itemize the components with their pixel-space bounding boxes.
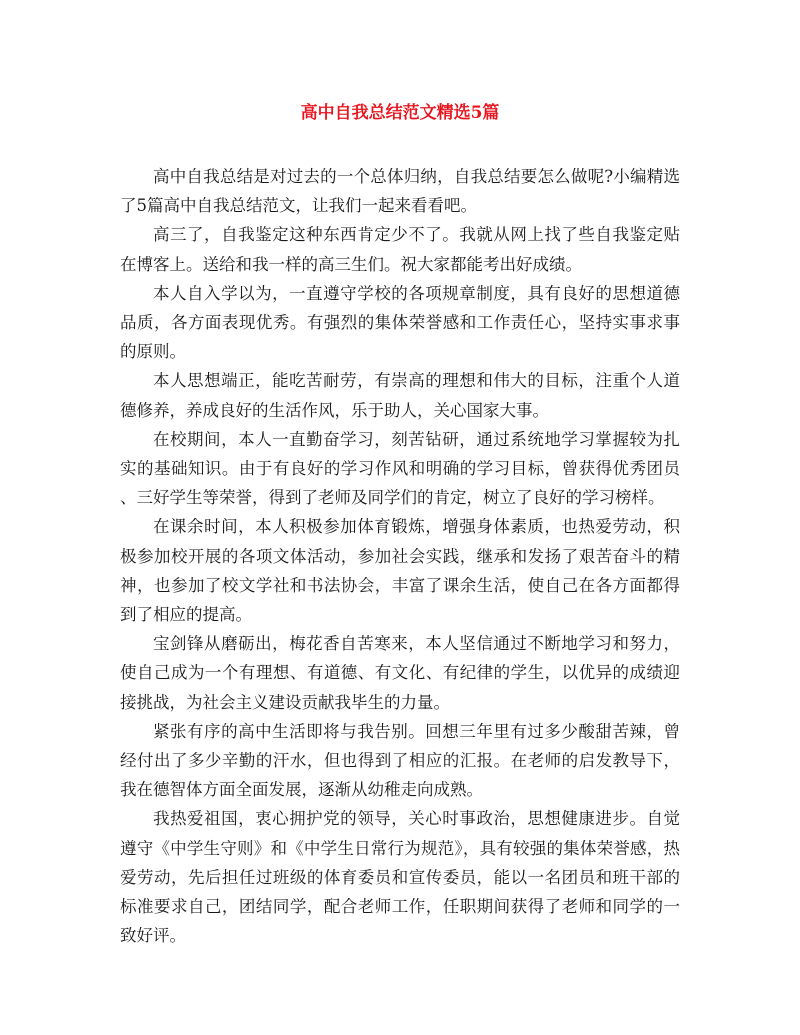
document-title: 高中自我总结范文精选5篇 [300, 103, 500, 123]
paragraph-extracurricular: 在课余时间，本人积极参加体育锻炼，增强身体素质，也热爱劳动，积极参加校开展的各项文体活动，参加社会实践，继承和发扬了艰苦奋斗的精神，也参加了校文学社和书法协会，丰富了课余生活，使自己在各方面都得到了相应的提高。 [120, 517, 680, 625]
paragraph-senior-three: 高三了，自我鉴定这种东西肯定少不了。我就从网上找了些自我鉴定贴在博客上。送给和我一样的高三生们。祝大家都能考出好成绩。 [120, 225, 680, 274]
paragraph-patriotism: 我热爱祖国，衷心拥护党的领导，关心时事政治，思想健康进步。自觉遵守《中学生守则》和《中学生日常行为规范》，具有较强的集体荣誉感，热爱劳动，先后担任过班级的体育委员和宣传委员，能以一名团员和班干部的标准要求自己，团结同学，配合老师工作，任职期间获得了老师和同学的一致好评。 [120, 809, 680, 946]
paragraph-study: 在校期间，本人一直勤奋学习，刻苦钻研，通过系统地学习掌握较为扎实的基础知识。由于有良好的学习作风和明确的学习目标，曾获得优秀团员、三好学生等荣誉，得到了老师及同学们的肯定，树立了良好的学习榜样。 [120, 429, 680, 508]
paragraph-farewell: 紧张有序的高中生活即将与我告别。回想三年里有过多少酸甜苦辣，曾经付出了多少辛勤的汗水，但也得到了相应的汇报。在老师的启发教导下，我在德智体方面全面发展，逐渐从幼稚走向成熟。 [120, 721, 680, 800]
paragraph-determination: 宝剑锋从磨砺出，梅花香自苦寒来，本人坚信通过不断地学习和努力，使自己成为一个有理想、有道德、有文化、有纪律的学生，以优异的成绩迎接挑战，为社会主义建设贡献我毕生的力量。 [120, 634, 680, 712]
document-body [120, 162, 680, 950]
paragraph-school-rules: 本人自入学以为，一直遵守学校的各项规章制度，具有良好的思想道德品质，各方面表现优秀。有强烈的集体荣誉感和工作责任心，坚持实事求事的原则。 [120, 283, 680, 362]
paragraph-character: 本人思想端正，能吃苦耐劳，有崇高的理想和伟大的目标，注重个人道德修养，养成良好的生活作风，乐于助人，关心国家大事。 [120, 371, 680, 420]
paragraph-intro: 高中自我总结是对过去的一个总体归纳，自我总结要怎么做呢?小编精选了5篇高中自我总结范文，让我们一起来看看吧。 [120, 167, 680, 216]
